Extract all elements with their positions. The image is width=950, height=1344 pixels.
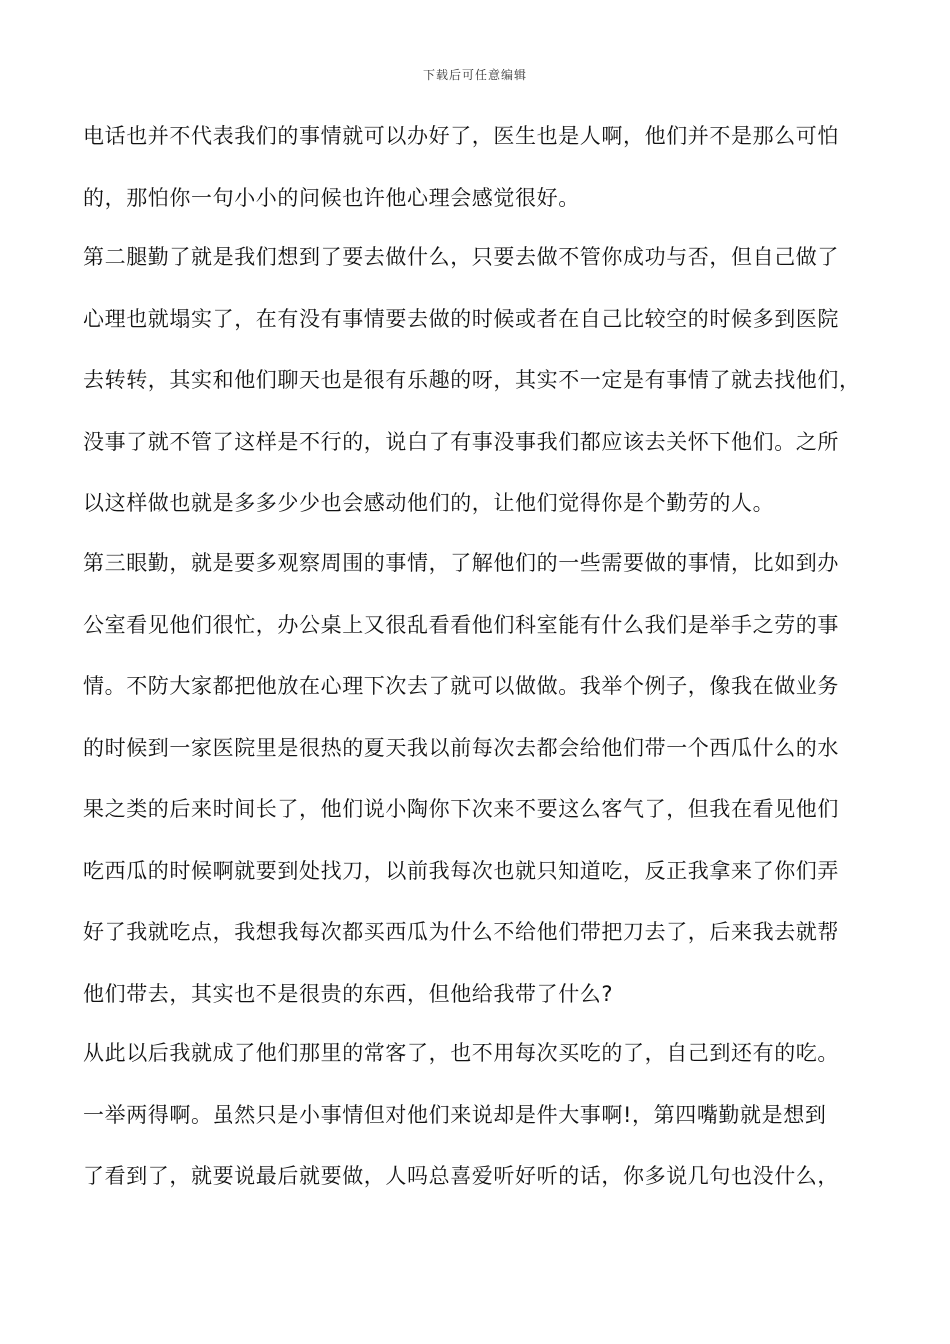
body-line: 公室看见他们很忙，办公桌上又很乱看看他们科室能有什么我们是举手之劳的事 [83, 613, 839, 637]
body-line: 第三眼勤，就是要多观察周围的事情，了解他们的一些需要做的事情，比如到办 [83, 551, 839, 575]
body-line: 一举两得啊。虽然只是小事情但对他们来说却是件大事啊!，第四嘴勤就是想到 [83, 1103, 827, 1127]
body-line: 去转转，其实和他们聊天也是很有乐趣的呀，其实不一定是有事情了就去找他们， [83, 368, 861, 392]
body-line: 从此以后我就成了他们那里的常客了，也不用每次买吃的了，自己到还有的吃。 [83, 1041, 839, 1065]
body-line: 没事了就不管了这样是不行的，说白了有事没事我们都应该去关怀下他们。之所 [83, 430, 839, 454]
body-line: 的时候到一家医院里是很热的夏天我以前每次去都会给他们带一个西瓜什么的水 [83, 736, 839, 760]
body-line: 心理也就塌实了，在有没有事情要去做的时候或者在自己比较空的时候多到医院 [83, 307, 839, 331]
body-line: 情。不防大家都把他放在心理下次去了就可以做做。我举个例子，像我在做业务 [83, 674, 839, 698]
body-line: 他们带去，其实也不是很贵的东西，但他给我带了什么? [83, 982, 614, 1006]
body-line: 电话也并不代表我们的事情就可以办好了，医生也是人啊，他们并不是那么可怕 [83, 124, 839, 148]
body-line: 了看到了，就要说最后就要做，人吗总喜爱听好听的话，你多说几句也没什么， [83, 1164, 839, 1188]
body-line: 第二腿勤了就是我们想到了要去做什么，只要去做不管你成功与否，但自己做了 [83, 245, 839, 269]
body-line: 好了我就吃点，我想我每次都买西瓜为什么不给他们带把刀去了，后来我去就帮 [83, 920, 839, 944]
body-line: 吃西瓜的时候啊就要到处找刀，以前我每次也就只知道吃，反正我拿来了你们弄 [83, 859, 839, 883]
body-line: 的，那怕你一句小小的问候也许他心理会感觉很好。 [83, 186, 580, 210]
body-line: 果之类的后来时间长了，他们说小陶你下次来不要这么客气了，但我在看见他们 [83, 797, 839, 821]
page-header: 下载后可任意编辑 [422, 68, 527, 82]
body-line: 以这样做也就是多多少少也会感动他们的，让他们觉得你是个勤劳的人。 [83, 491, 775, 515]
